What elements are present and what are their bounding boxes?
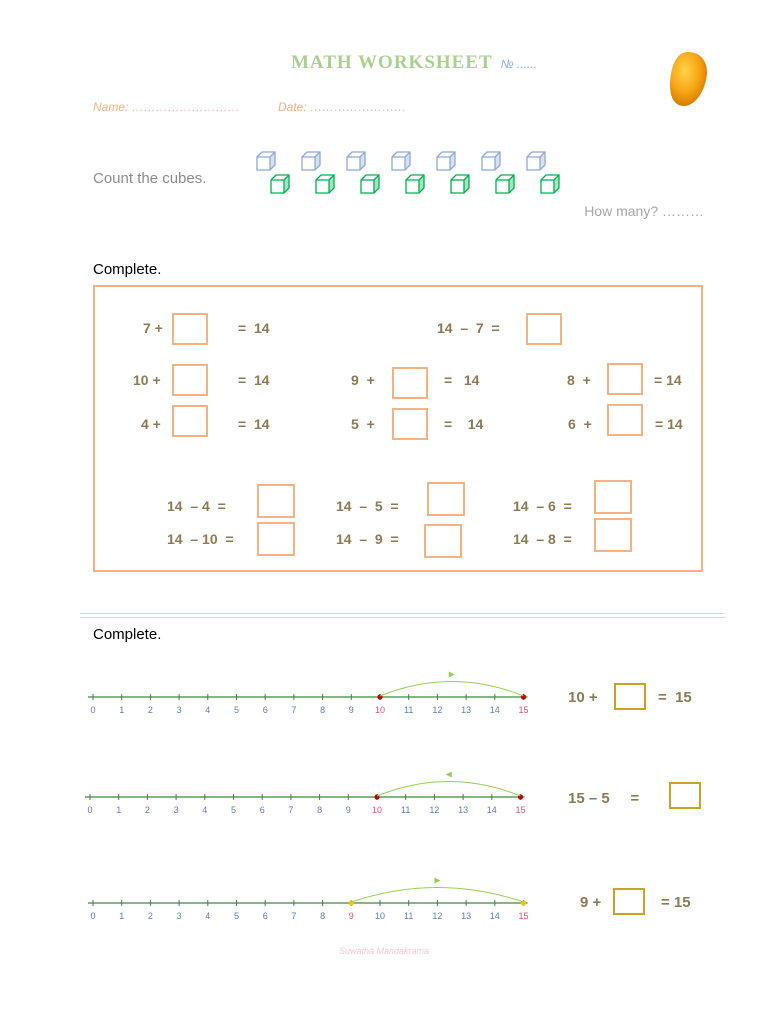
nl-eq1-left: 10 + [568, 689, 598, 706]
worksheet-number: № ...... [500, 57, 538, 71]
title-text: MATH WORKSHEET [290, 52, 493, 73]
tick-label: 14 [489, 705, 500, 715]
tick-label: 4 [205, 705, 211, 715]
eq7-right: = 14 [444, 416, 484, 432]
eq12: 14 – 10 = [167, 531, 234, 547]
tick-label: 0 [90, 911, 96, 921]
tick-label: 7 [291, 911, 297, 921]
green-cube-icon [316, 175, 334, 193]
tick-label: 2 [147, 911, 153, 921]
eq6-right: = 14 [238, 416, 270, 432]
eq5-left: 8 + [567, 372, 591, 388]
tick-label: 8 [317, 805, 323, 815]
blue-cube-icon [482, 152, 500, 170]
tick-label: 14 [486, 805, 497, 815]
date-field[interactable]: Date: …………………… [278, 100, 407, 114]
complete-heading-1: Complete. [93, 261, 162, 278]
eq6-left: 4 + [141, 416, 161, 432]
jump-arc [377, 782, 521, 797]
tick-label: 3 [173, 805, 179, 815]
arc-arrow-icon [434, 878, 440, 884]
tick-label: 8 [320, 911, 326, 921]
green-cube-icon [361, 175, 379, 193]
mango-icon [664, 48, 712, 110]
tick-label: 9 [348, 705, 354, 715]
blue-cube-icon [527, 152, 545, 170]
eq3-left: 10 + [133, 372, 161, 388]
green-cube-icon [541, 175, 559, 193]
eq9: 14 – 4 = [167, 498, 226, 514]
eq5-right: = 14 [654, 372, 682, 388]
tick-label: 11 [401, 805, 411, 815]
eq8-left: 6 + [568, 416, 592, 432]
tick-label: 3 [176, 911, 182, 921]
jump-arc [351, 888, 523, 903]
answer-box-8[interactable] [607, 404, 643, 436]
nl-answer-box-3[interactable] [613, 888, 645, 915]
jump-arc [380, 682, 524, 697]
number-line-3 [88, 876, 543, 926]
tick-label: 15 [518, 705, 529, 715]
tick-label: 9 [348, 911, 354, 921]
eq2: 14 – 7 = [437, 320, 500, 336]
tick-label: 12 [432, 705, 443, 715]
tick-label: 13 [461, 911, 472, 921]
tick-label: 13 [461, 705, 472, 715]
nl-eq3-left: 9 + [580, 894, 602, 911]
tick-label: 5 [230, 805, 237, 815]
tick-label: 10 [374, 911, 386, 921]
eq1-left: 7 + [143, 320, 163, 336]
eq13: 14 – 9 = [336, 531, 399, 547]
tick-label: 6 [262, 911, 268, 921]
tick-label: 0 [87, 805, 93, 815]
tick-label: 4 [202, 805, 208, 815]
tick-label: 2 [147, 705, 153, 715]
tick-label: 12 [429, 805, 440, 815]
answer-box-3[interactable] [172, 364, 208, 396]
green-cube-icon [496, 175, 514, 193]
blue-cube-icon [302, 152, 320, 170]
green-cube-icon [451, 175, 469, 193]
answer-box-13[interactable] [424, 524, 462, 558]
answer-box-10[interactable] [427, 482, 465, 516]
tick-label: 1 [119, 705, 125, 715]
blue-cube-icon [347, 152, 365, 170]
tick-label: 3 [176, 705, 182, 715]
tick-label: 15 [515, 805, 526, 815]
eq1-right: = 14 [238, 320, 270, 336]
tick-label: 7 [288, 805, 294, 815]
answer-box-11[interactable] [594, 480, 632, 514]
eq7-left: 5 + [351, 416, 375, 432]
tick-label: 10 [371, 805, 383, 815]
number-line-1 [88, 670, 538, 720]
answer-box-7[interactable] [392, 408, 428, 440]
eq4-left: 9 + [351, 372, 375, 388]
eq8-right: = 14 [655, 416, 683, 432]
answer-box-6[interactable] [172, 405, 208, 437]
tick-label: 0 [90, 705, 96, 715]
page-title [0, 52, 768, 74]
tick-label: 6 [259, 805, 265, 815]
eq4-right: = 14 [444, 372, 480, 388]
blue-cube-icon [392, 152, 410, 170]
tick-label: 14 [489, 911, 500, 921]
cubes-figure [250, 145, 570, 200]
eq14: 14 – 8 = [513, 531, 572, 547]
answer-box-4[interactable] [392, 367, 428, 399]
nl-eq2-left: 15 – 5 = [568, 790, 640, 807]
tick-label: 11 [404, 705, 414, 715]
eq10: 14 – 5 = [336, 498, 399, 514]
section-divider [80, 613, 725, 618]
tick-label: 6 [262, 705, 268, 715]
name-field[interactable]: Name: ……………………… [93, 100, 240, 114]
green-cube-icon [406, 175, 424, 193]
tick-label: 2 [144, 805, 150, 815]
how-many-question[interactable]: How many? ……… [584, 203, 704, 219]
nl-eq3-right: = 15 [661, 894, 691, 911]
green-cube-icon [271, 175, 289, 193]
answer-box-12[interactable] [257, 522, 295, 556]
tick-label: 15 [518, 911, 529, 921]
tick-label: 12 [432, 911, 443, 921]
nl-answer-box-1[interactable] [614, 683, 646, 710]
answer-box-5[interactable] [607, 363, 643, 395]
arc-arrow-icon [449, 672, 455, 678]
tick-label: 10 [374, 705, 386, 715]
answer-box-1[interactable] [172, 313, 208, 345]
eq3-right: = 14 [238, 372, 270, 388]
tick-label: 5 [233, 705, 240, 715]
tick-label: 4 [205, 911, 211, 921]
answer-box-2[interactable] [526, 313, 562, 345]
arc-arrow-icon [446, 772, 452, 778]
number-line-2 [85, 770, 540, 820]
nl-eq1-right: = 15 [658, 689, 692, 706]
nl-answer-box-2[interactable] [669, 782, 701, 809]
tick-label: 13 [458, 805, 469, 815]
complete-heading-2: Complete. [93, 626, 162, 643]
tick-label: 9 [345, 805, 351, 815]
answer-box-9[interactable] [257, 484, 295, 518]
tick-label: 1 [119, 911, 125, 921]
tick-label: 8 [320, 705, 326, 715]
count-cubes-label: Count the cubes. [93, 170, 207, 187]
answer-box-14[interactable] [594, 518, 632, 552]
blue-cube-icon [437, 152, 455, 170]
tick-label: 5 [233, 911, 240, 921]
tick-label: 1 [116, 805, 122, 815]
eq11: 14 – 6 = [513, 498, 572, 514]
footer-credit: Suwatha Mandakrama [338, 946, 430, 956]
tick-label: 7 [291, 705, 297, 715]
blue-cube-icon [257, 152, 275, 170]
tick-label: 11 [404, 911, 414, 921]
